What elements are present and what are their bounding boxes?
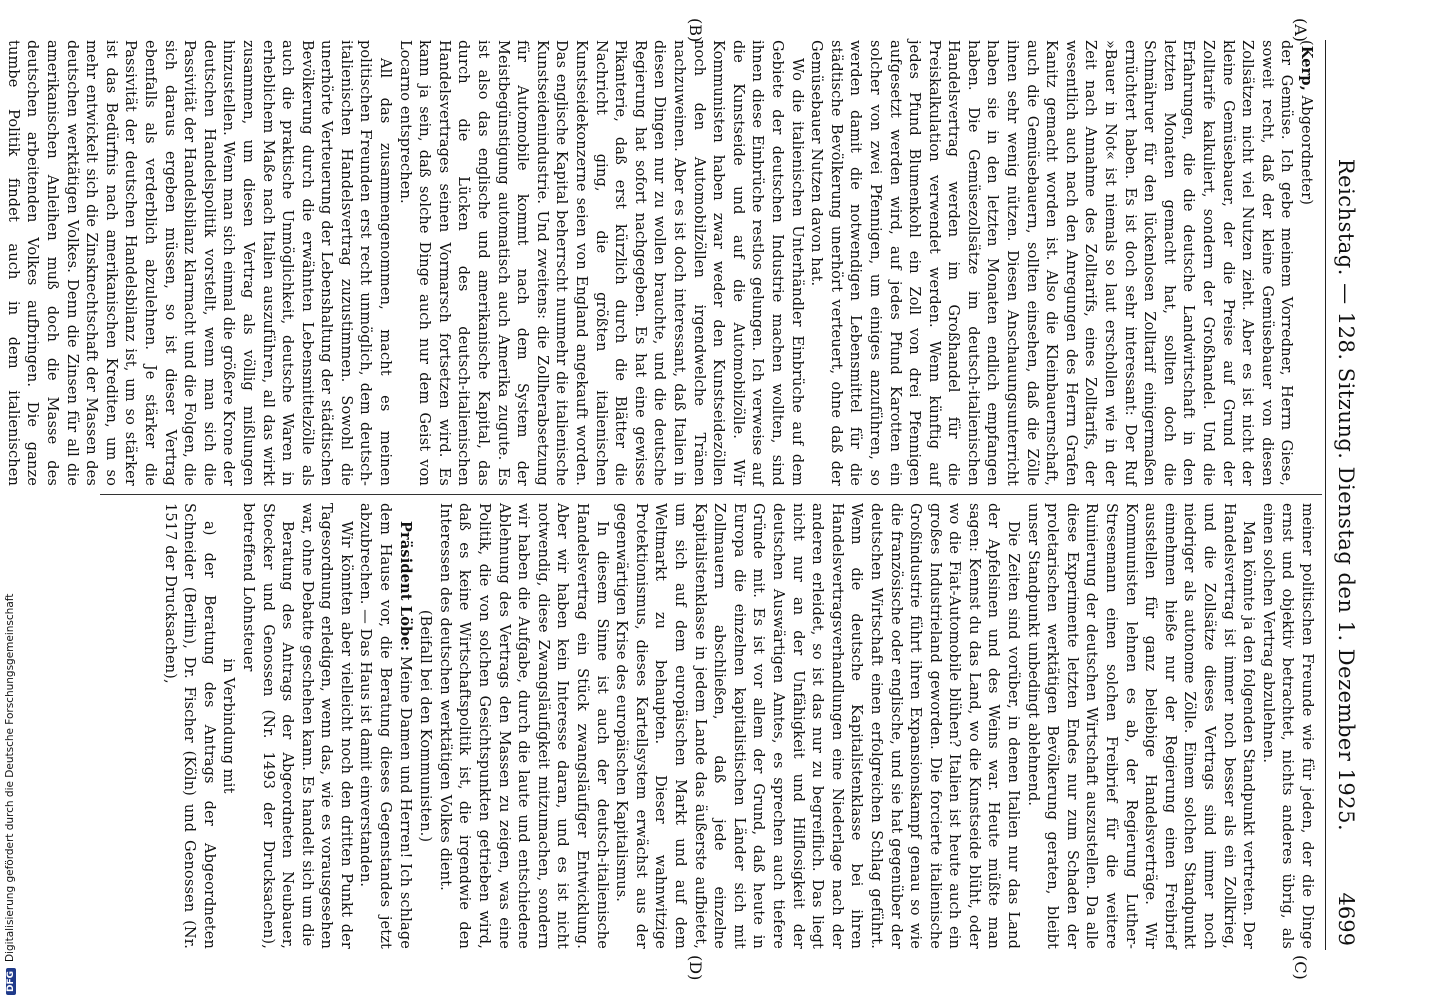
left-column [4,40,1316,486]
column-divider [100,494,1322,495]
right-column [101,503,1316,949]
president-name: Präsident Löbe: [396,521,414,652]
paragraph: in Verbindung mit [220,658,237,794]
paragraph: a) der Beratung des Antrags der Abgeordneten Schneider (Berlin), Dr. Fischer (Köln) und Genossen (Nr. 1517 der Drucksachen), [161,503,217,949]
footer-text: Digitalisierung gefördert durch die Deutsche Forschungsgemeinschaft [4,593,16,962]
paragraph: Beratung des Antrags der Abgeordneten Neubauer, Stoecker und Genossen (Nr. 1493 der Drucksachen), betreffend Lohnsteuer [239,503,296,949]
speaker-role: Abgeordneter) [1298,95,1314,206]
page-number: 4699 [1334,892,1358,946]
paragraph: Wo die italienischen Unterhändler Einbrüche auf dem Gebiete der deutschen Industrie machen wollten, sind ihnen diese Einbrüche restlos gelungen. Ich verweise auf die Kunstseide und auf die Automobilzölle. Wir Kommunisten haben zwar weder den Kunstseidezöllen noch den Automobilzöllen irgendwelche Tränen nachzuweinen. Aber es ist doch interessant, daß Italien in diesen Dingen nur zu wollen brauchte, und die deutsche Regierung hat sofort nachgegeben. Es hat eine gewisse Pikanterie, daß erst kürzlich durch die Blätter die Nachricht ging, die größten italienischen Kunstseidekonzerne seien von England angekauft worden. Das englische Kapital beherrscht nunmehr die italienische Kunstseidenindustrie. Und zweitens: die Zollherabsetzung für Automobile kommt nach dem System der Meistbegünstigung automatisch auch Amerika zugute. Es ist also das englische und amerikanische Kapital, das durch die Lücken des deutsch-italienischen Handelsvertrages seinen Vormarsch fortsetzen wird. Es kann ja sein, daß solche Dinge auch nur dem Geist von Locarno entsprechen. [396,40,805,486]
header-title: Reichstag. — 128. Sitzung. Dienstag den 1. Dezember 1925. [1334,158,1358,832]
margin-marker-c: (C) [1291,955,1310,980]
paragraph: der Gemüse. Ich gebe meinem Vorredner, Herrn Giese, soweit recht, daß der kleine Gemüsebauer von diesen Zollsätzen nicht viel Nutzen zieht. Aber es ist nicht der kleine Gemüsebauer, der die Preise auf Grund der Zolltarife kalkuliert, sondern der Großhandel. Und die Erfahrungen, die die deutsche Landwirtschaft in den letzten Monaten gemacht hat, sollten doch die Schmähruer für den lückenlosen Zolltarif einigermaßen ernüchtert haben. Es ist doch sehr interessant: Der Ruf »Bauer in Not« ist niemals so laut erschollen wie in der Zeit nach Annahme des Zolltarifs, eines Zolltarifs, der wesentlich auch nach den Anregungen des Herrn Grafen Kanitz gemacht worden ist. Also die Kleinbauernschaft, auch die Gemüsebauern, sollten einsehen, daß die Zölle ihnen sehr wenig nützen. Diesen Anschauungsunterricht haben sie in den letzten Monaten endlich empfangen haben. Die Gemüsezollsätze im deutsch-italienischen Handelsvertrag werden im Großhandel für die Preiskalkulation verwendet werden. Wenn künftig auf jedes Pfund Blumenkohl ein Zoll von drei Pfennigen aufgesetzt werden wird, auf jedes Pfund Karotten ein solcher von zwei Pfennigen, um einiges anzuführen, so werden damit die notwendigen Lebensmittel für die städtische Bevölkerung unerhört verteuert, ohne daß der Gemüsebauer Nutzen davon hat. [808,40,1295,486]
margin-marker-d: (D) [686,955,705,981]
president-text: Meine Damen und Herren! Ich schlage dem Hause vor, die Beratung dieses Gegenstandes jetzt abzubrechen. — Das Haus ist damit einverstanden. [357,503,413,949]
page-header [1325,40,1360,950]
paragraph: In diesem Sinne ist auch der deutsch-italienische Handelsvertrag ein Stück zwangsläufiger Entwicklung. Aber wir haben kein Interesse daran, und es ist nicht notwendig, diese Zwangsläufigkeit mitzumachen, sondern wir haben die Aufgabe, durch die laute und entschiedene Ablehnung des Vertrags den Massen zu zeigen, was eine Politik, die von solchen Gesichtspunkten getrieben wird, daß es keine Wirtschaftspolitik ist, die irgendwie den Interessen des deutschen werktätigen Volkes dient. [436,503,610,949]
paragraph: meiner politischen Freunde wie für jeden, der die Dinge ernst und objektiv betrachtet, nichts anderes übrig, als einen solchen Vertrag abzulehnen. [1259,503,1315,949]
speaker-line: (Kerp, Abgeordneter) [1298,40,1315,206]
paragraph: Man könnte ja den folgenden Standpunkt vertreten. Der Handelsvertrag ist immer noch besser als ein Zollkrieg, und die Zollsätze dieses Vertrags sind immer noch niedriger als autonome Zölle. Einem solchen Standpunkt einnehmen hieße nur der Regierung einen Freibrief ausstellen für ganz beliebige Handelsverträge. Wir Kommunisten lehnen es ab, der Regierung Luther-Stresemann einen solchen Freibrief für die weitere Ruinierung der deutschen Wirtschaft auszustellen. Da alle diese Experimente letzten Endes nur zum Schaden der proletarischen werktätigen Bevölkerung geraten, bleibt unser Standpunkt unbedingt ablehnend. [1024,503,1257,949]
margin-marker-b: (B) [686,18,705,43]
paragraph: Wir könnten aber vielleicht noch den dritten Punkt der Tagesordnung erledigen, wenn das, wie es vorausgesehen war, ohne Debatte geschehen kann. Es handelt sich um die [298,503,354,949]
footer [4,594,16,995]
margin-marker-a: (A) [1291,18,1310,43]
speaker-name: Kerp, [1298,45,1315,91]
president-paragraph [355,503,415,949]
paragraph: All das zusammengenommen, macht es meinen politischen Freunden erst recht unmöglich, dem deutsch-italienischen Handelsvertrag zuzustimmen. Sowohl die unerhörte Verteuerung der Lebenshaltung der städtischen Bevölkerung durch die erwähnten Lebensmittelzölle als auch die praktische Unmöglichkeit, deutsche Waren in erheblichem Maße nach Italien auszuführen, all das wirkt zusammen, um diesen Vertrag als völlig mißlungen hinzustellen. Wenn man sich einmal die größere Krone der deutschen Handelspolitik vorstellt, wenn man sich die Passivität der Handelsbilanz klarmacht und die Folgen, die sich daraus ergeben müssen, so ist dieser Vertrag ebenfalls als verderblich abzulehnen. Je stärker die Passivität der deutschen Handelsbilanz ist, um so stärker ist das Bedürfnis nach amerikanischen Krediten, um so mehr entwickelt sich die Zinsknechtschaft der Massen des deutschen werktätigen Volkes. Denn die Zinsen für all die amerikanischen Anleihen muß doch die Masse des deutschen arbeitenden Volkes aufbringen. Die ganze tumbe Politik findet auch in dem italienischen [4,40,394,486]
applause-note: (Beifall bei den Kommunisten.) [417,609,434,843]
dfg-logo: DFG [6,968,16,995]
paragraph: Die Zeiten sind vorüber, in denen Italien nur das Land der Apfelsinen und des Weins war. Heute müßte man sagen: Kennst du das Land, wo die Kunstseide blüht, oder wo die Fiat-Automobile blühen? Italien ist heute auch ein großes Industrieland geworden. Die forcierte italienische Großindustrie führt ihren Expansionskampf genau so wie die französische oder englische, und sie hat gegenüber der deutschen Wirtschaft einen erfolgreichen Schlag geführt. Wenn die deutsche Kapitalistenklasse bei ihren Handelsvertragsverhandlungen eine Niederlage nach der anderen erleidet, so ist das nur zu begreiflich. Das liegt nicht nur an der Unfähigkeit und Hilflosigkeit der deutschen Auswärtigen Amtes, es sprechen auch tiefere Gründe mit. Es ist vor allem der Grund, daß heute in Europa die einzelnen kapitalistischen Länder sich mit Zollmauern abschließen, daß jede einzelne Kapitalistenklasse in jedem Lande das äußerste aufbietet, um sich auf dem europäischen Markt und auf dem Weltmarkt zu behaupten. Dieser wahnwitzige Protektionismus, dieses Kartellsystem erwächst aus der gegenwärtigen Krise des europäischen Kapitalismus. [613,503,1022,949]
